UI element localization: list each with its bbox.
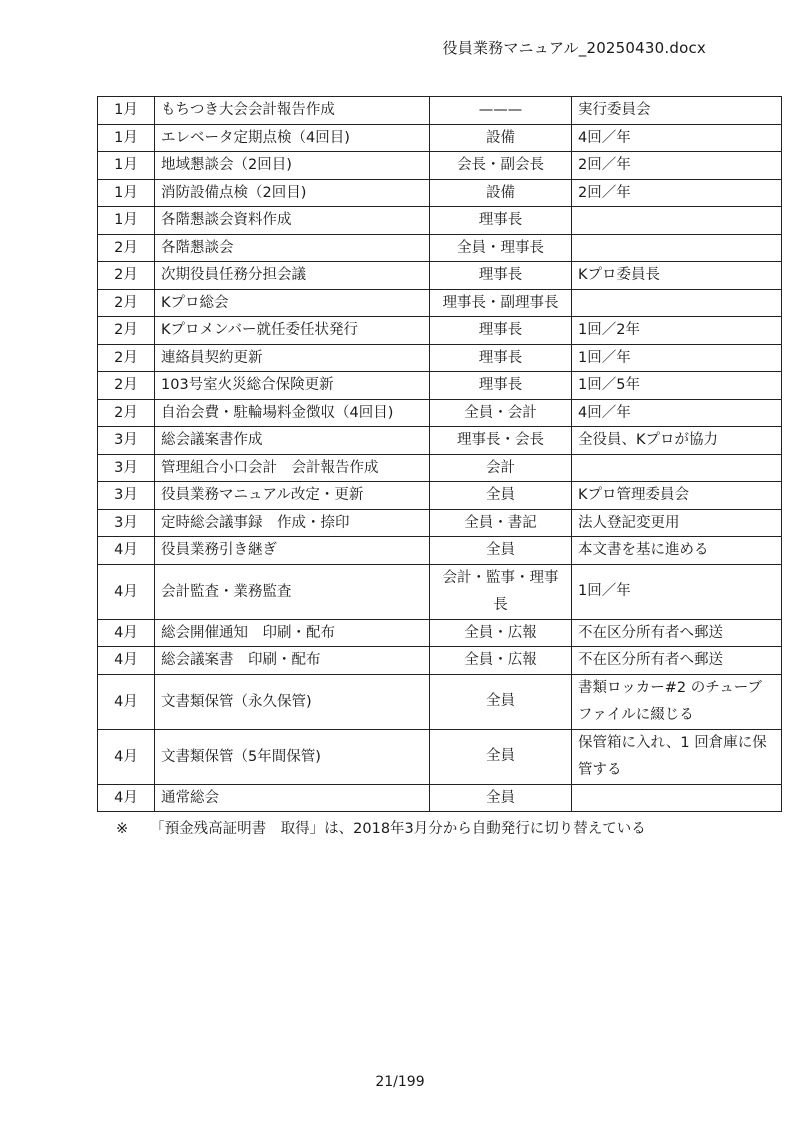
- note-cell: 4回／年: [572, 399, 782, 427]
- footnote-text: 「預金残高証明書 取得」は、2018年3月分から自動発行に切り替えている: [150, 821, 646, 837]
- table-row: [98, 399, 782, 427]
- responsible-cell: 全員: [430, 537, 572, 565]
- month-cell: 3月: [98, 509, 155, 537]
- note-cell: [572, 207, 782, 235]
- table-row: [98, 179, 782, 207]
- table-row: [98, 289, 782, 317]
- table-row: [98, 647, 782, 675]
- month-cell: 2月: [98, 234, 155, 262]
- responsible-cell: 会計・監事・理事長: [430, 564, 572, 619]
- document-filename: 役員業務マニュアル_20250430.docx: [442, 39, 706, 57]
- note-cell: 全役員、Kプロが協力: [572, 427, 782, 455]
- month-cell: 4月: [98, 619, 155, 647]
- month-cell: 2月: [98, 262, 155, 290]
- table-row: [98, 564, 782, 619]
- month-cell: 2月: [98, 289, 155, 317]
- note-cell: 実行委員会: [572, 97, 782, 125]
- note-cell: 書類ロッカー#2 のチューブファイルに綴じる: [572, 674, 782, 729]
- note-cell: [572, 289, 782, 317]
- table-row: [98, 124, 782, 152]
- task-cell: 定時総会議事録 作成・捺印: [155, 509, 430, 537]
- month-cell: 1月: [98, 124, 155, 152]
- responsible-cell: 会長・副会長: [430, 152, 572, 180]
- responsible-cell: 全員・広報: [430, 619, 572, 647]
- task-cell: 管理組合小口会計 会計報告作成: [155, 454, 430, 482]
- note-cell: [572, 784, 782, 812]
- note-cell: 1回／2年: [572, 317, 782, 345]
- task-cell: 役員業務引き継ぎ: [155, 537, 430, 565]
- note-cell: 1回／年: [572, 344, 782, 372]
- month-cell: 1月: [98, 152, 155, 180]
- table-row: [98, 482, 782, 510]
- table-row: [98, 784, 782, 812]
- note-cell: 1回／5年: [572, 372, 782, 400]
- task-cell: 通常総会: [155, 784, 430, 812]
- note-cell: 本文書を基に進める: [572, 537, 782, 565]
- note-cell: Kプロ管理委員会: [572, 482, 782, 510]
- table-row: [98, 317, 782, 345]
- month-cell: 1月: [98, 179, 155, 207]
- month-cell: 4月: [98, 784, 155, 812]
- task-cell: 総会議案書 印刷・配布: [155, 647, 430, 675]
- table-row: [98, 509, 782, 537]
- responsible-cell: 理事長: [430, 372, 572, 400]
- note-cell: 2回／年: [572, 152, 782, 180]
- task-cell: 総会開催通知 印刷・配布: [155, 619, 430, 647]
- task-cell: 消防設備点検（2回目): [155, 179, 430, 207]
- task-cell: 文書類保管（5年間保管): [155, 729, 430, 784]
- note-cell: 4回／年: [572, 124, 782, 152]
- responsible-cell: 理事長: [430, 262, 572, 290]
- task-cell: 役員業務マニュアル改定・更新: [155, 482, 430, 510]
- task-cell: 次期役員任務分担会議: [155, 262, 430, 290]
- table-row: [98, 729, 782, 784]
- note-cell: 不在区分所有者へ郵送: [572, 619, 782, 647]
- task-cell: 各階懇談会資料作成: [155, 207, 430, 235]
- task-cell: 会計監査・業務監査: [155, 564, 430, 619]
- note-cell: Kプロ委員長: [572, 262, 782, 290]
- month-cell: 4月: [98, 674, 155, 729]
- responsible-cell: 設備: [430, 124, 572, 152]
- task-cell: Kプロメンバー就任委任状発行: [155, 317, 430, 345]
- task-cell: 文書類保管（永久保管): [155, 674, 430, 729]
- note-cell: [572, 234, 782, 262]
- task-cell: 総会議案書作成: [155, 427, 430, 455]
- task-cell: もちつき大会会計報告作成: [155, 97, 430, 125]
- responsible-cell: 理事長・副理事長: [430, 289, 572, 317]
- task-cell: 自治会費・駐輪場料金徴収（4回目): [155, 399, 430, 427]
- month-cell: 2月: [98, 344, 155, 372]
- table-row: [98, 262, 782, 290]
- responsible-cell: 理事長: [430, 317, 572, 345]
- month-cell: 4月: [98, 729, 155, 784]
- responsible-cell: 全員: [430, 729, 572, 784]
- month-cell: 1月: [98, 207, 155, 235]
- note-cell: 1回／年: [572, 564, 782, 619]
- month-cell: 4月: [98, 564, 155, 619]
- month-cell: 4月: [98, 537, 155, 565]
- task-cell: Kプロ総会: [155, 289, 430, 317]
- responsible-cell: 理事長: [430, 207, 572, 235]
- month-cell: 1月: [98, 97, 155, 125]
- table-row: [98, 537, 782, 565]
- note-cell: 法人登記変更用: [572, 509, 782, 537]
- note-cell: 2回／年: [572, 179, 782, 207]
- table-body: [98, 97, 782, 812]
- month-cell: 4月: [98, 647, 155, 675]
- month-cell: 2月: [98, 317, 155, 345]
- task-cell: 連絡員契約更新: [155, 344, 430, 372]
- note-cell: [572, 454, 782, 482]
- task-cell: エレベータ定期点検（4回目): [155, 124, 430, 152]
- table-row: [98, 427, 782, 455]
- responsible-cell: 会計: [430, 454, 572, 482]
- table-row: [98, 372, 782, 400]
- table-row: [98, 344, 782, 372]
- table-row: [98, 97, 782, 125]
- note-cell: 不在区分所有者へ郵送: [572, 647, 782, 675]
- month-cell: 3月: [98, 482, 155, 510]
- task-cell: 地域懇談会（2回目): [155, 152, 430, 180]
- month-cell: 2月: [98, 372, 155, 400]
- responsible-cell: 全員・理事長: [430, 234, 572, 262]
- month-cell: 2月: [98, 399, 155, 427]
- responsible-cell: 全員: [430, 674, 572, 729]
- responsible-cell: ———: [430, 97, 572, 125]
- responsible-cell: 設備: [430, 179, 572, 207]
- table-row: [98, 234, 782, 262]
- note-cell: 保管箱に入れ、1 回倉庫に保管する: [572, 729, 782, 784]
- responsible-cell: 全員: [430, 784, 572, 812]
- responsible-cell: 全員・書記: [430, 509, 572, 537]
- task-cell: 各階懇談会: [155, 234, 430, 262]
- responsible-cell: 全員: [430, 482, 572, 510]
- table-row: [98, 152, 782, 180]
- month-cell: 3月: [98, 427, 155, 455]
- table-row: [98, 207, 782, 235]
- page-number: 21/199: [375, 1074, 425, 1090]
- month-cell: 3月: [98, 454, 155, 482]
- footnote: [116, 817, 646, 838]
- table-row: [98, 454, 782, 482]
- responsible-cell: 全員・広報: [430, 647, 572, 675]
- monthly-task-table: [97, 96, 782, 812]
- responsible-cell: 理事長: [430, 344, 572, 372]
- table-row: [98, 619, 782, 647]
- reference-mark: ※: [116, 821, 129, 837]
- responsible-cell: 全員・会計: [430, 399, 572, 427]
- responsible-cell: 理事長・会長: [430, 427, 572, 455]
- table-row: [98, 674, 782, 729]
- task-cell: 103号室火災総合保険更新: [155, 372, 430, 400]
